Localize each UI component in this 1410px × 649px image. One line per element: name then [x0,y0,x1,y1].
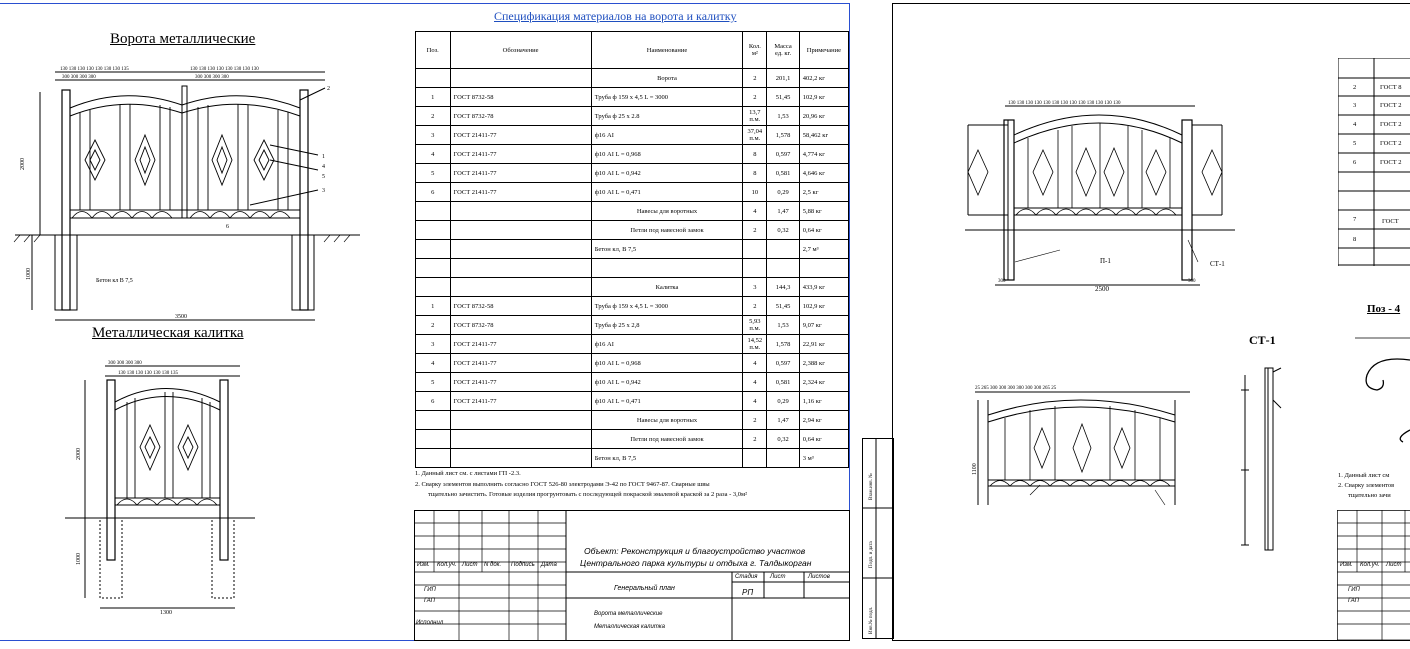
stamp-col-data: Дата [541,562,557,568]
fence-width-dim: 2500 [1095,285,1109,293]
spec-cell-name: ф16 АI [591,126,743,145]
spec-cell-pos: 2 [416,316,451,335]
fence-post-right-dim: 300 [1188,279,1196,284]
right-pos-8: 8 [1353,236,1357,243]
spec-cell-pos: 1 [416,88,451,107]
spec-row [416,240,849,259]
wicket-title: Металлическая калитка [92,325,244,341]
label-st1: СТ-1 [1210,260,1225,268]
spec-cell-note [799,259,848,278]
spec-row [416,449,849,468]
spec-cell-code: ГОСТ 8732-58 [450,88,591,107]
callout-6: 6 [226,224,229,230]
spec-cell-mass: 144,3 [767,278,799,297]
callout-5: 5 [322,174,325,180]
spec-cell-qty: 4 [743,354,767,373]
right-code-2: ГОСТ 2 [1380,102,1402,109]
spec-cell-name: ф10 АI L = 0,968 [591,145,743,164]
spec-row [416,297,849,316]
spec-cell-mass: 0,29 [767,183,799,202]
fence-elevation-drawing [970,380,1200,520]
svg-text:130 130 130 130 130 130 130 13: 130 130 130 130 130 130 130 130 130 130 130 130 130 [1008,101,1121,106]
stamp-drawing-name: Ворота металлические [594,611,663,617]
spec-row [416,335,849,354]
spec-cell-mass: 0,581 [767,373,799,392]
spec-cell-pos: 2 [416,107,451,126]
spec-row [416,259,849,278]
gate-width-dim: 3500 [175,314,187,320]
spec-cell-code: ГОСТ 21411-77 [450,183,591,202]
spec-cell-qty: 2 [743,430,767,449]
side-label-podp: Подп. и дата [869,541,874,568]
header-mass: Масса ед. кг. [767,32,799,69]
right-code-1: ГОСТ 8 [1380,84,1402,91]
spec-row [416,278,849,297]
spec-cell-code [450,69,591,88]
svg-text:130 130 130 130 130 130 135: 130 130 130 130 130 130 135 [118,371,178,376]
spec-cell-qty: 2 [743,411,767,430]
spec-cell-code [450,202,591,221]
wicket-drawing [60,350,260,620]
spec-row [416,373,849,392]
callout-1: 1 [322,154,325,160]
spec-cell-pos [416,240,451,259]
spec-note-1: 1. Данный лист см. с листами ГП -2.3. [415,470,521,477]
spec-cell-mass: 1,53 [767,107,799,126]
stamp-sheets-label: Листов [808,574,830,580]
spec-cell-qty: 8 [743,145,767,164]
right-code-6: ГОСТ [1382,218,1399,225]
spec-row [416,126,849,145]
right-side-strip [862,438,894,640]
spec-cell-code [450,430,591,449]
right-code-4: ГОСТ 2 [1380,140,1402,147]
spec-cell-pos: 3 [416,335,451,354]
spec-cell-code [450,449,591,468]
spec-cell-note: 433,9 кг [799,278,848,297]
poz4-title: Поз - 4 [1367,303,1401,315]
spec-cell-qty: 4 [743,373,767,392]
spec-cell-qty: 14,52 п.м. [743,335,767,354]
right-stamp-izm: Изм. [1340,562,1353,568]
spec-cell-name: ф10 АI L = 0,942 [591,373,743,392]
side-label-vzam: Взам.инв. № [869,473,874,500]
spec-row [416,316,849,335]
spec-cell-pos [416,69,451,88]
spec-cell-name: ф16 АI [591,335,743,354]
spec-cell-pos [416,202,451,221]
spec-cell-qty: 4 [743,202,767,221]
spec-row [416,88,849,107]
stamp-stage-value: РП [742,588,754,597]
spec-row [416,107,849,126]
spec-note-2: 2. Сварку элементов выполнить согласно ГОСТ 526-80 электродами Э-42 по ГОСТ 9467-87. Сварные швы [415,481,710,488]
spec-cell-note: 102,9 кг [799,88,848,107]
spec-cell-name [591,259,743,278]
spec-cell-name: Калитка [591,278,743,297]
spec-cell-code [450,259,591,278]
spec-cell-pos: 6 [416,183,451,202]
spec-cell-qty: 13,7 п.м. [743,107,767,126]
spec-cell-name: Навесы для воротных [591,202,743,221]
spec-cell-pos: 4 [416,145,451,164]
spec-cell-qty: 5,93 п.м. [743,316,767,335]
right-note-3: тщательно зачи [1348,492,1391,499]
spec-cell-code: ГОСТ 21411-77 [450,145,591,164]
spec-cell-note: 2,388 кг [799,354,848,373]
stamp-col-ndok: N док. [484,562,502,568]
stamp-drawing-name-2: Металлическая калитка [594,624,665,630]
spec-cell-qty [743,449,767,468]
spec-cell-name: Труба ф 159 х 4,5 L = 3000 [591,297,743,316]
header-pos: Поз. [416,32,451,69]
header-code: Обозначение [450,32,591,69]
spec-cell-note: 102,9 кг [799,297,848,316]
spec-cell-pos: 1 [416,297,451,316]
side-label-inv: Инв.№ подл. [869,606,874,634]
spec-cell-pos [416,221,451,240]
spec-cell-pos: 6 [416,392,451,411]
spec-cell-mass: 201,1 [767,69,799,88]
concrete-note: Бетон кл В 7,5 [96,278,133,284]
spec-cell-note: 3 м³ [799,449,848,468]
callout-4: 4 [322,164,325,170]
spec-cell-qty: 2 [743,221,767,240]
spec-cell-name: ф10 АI L = 0,471 [591,183,743,202]
foundation-depth-dim: 1000 [26,268,32,280]
spec-row [416,430,849,449]
spec-cell-pos [416,278,451,297]
spec-cell-note: 9,07 кг [799,316,848,335]
spec-row [416,392,849,411]
spec-cell-name: Ворота [591,69,743,88]
right-code-3: ГОСТ 2 [1380,121,1402,128]
svg-text:300 300 300 300: 300 300 300 300 [108,361,142,366]
spec-cell-name: Петли под навесной замок [591,221,743,240]
wicket-foundation-dim: 1000 [76,553,82,565]
spec-cell-code: ГОСТ 21411-77 [450,354,591,373]
stamp-col-list: Лист [462,562,478,568]
spec-cell-qty: 2 [743,297,767,316]
spec-cell-pos [416,430,451,449]
spec-cell-note: 58,462 кг [799,126,848,145]
callout-2: 2 [327,86,330,92]
spec-cell-code [450,240,591,259]
stamp-col-izm: Изм. [417,562,430,568]
spec-row [416,183,849,202]
spec-cell-name: Бетон кл, В 7,5 [591,449,743,468]
spec-cell-pos: 4 [416,354,451,373]
spec-cell-code [450,278,591,297]
spec-row [416,69,849,88]
spec-cell-mass: 1,578 [767,126,799,145]
spec-title: Спецификация материалов на ворота и калитку [494,9,737,23]
poz4-detail [1355,330,1410,450]
svg-text:130 130 130 130 130 130 130 13: 130 130 130 130 130 130 130 130 [190,67,259,72]
spec-cell-note: 22,91 кг [799,335,848,354]
label-p1: П-1 [1100,257,1111,265]
right-pos-4: 4 [1353,121,1357,128]
right-pos-7: 7 [1353,216,1357,223]
right-note-1: 1. Данный лист см [1338,472,1390,479]
spec-row [416,221,849,240]
header-note: Примечание [799,32,848,69]
spec-cell-mass [767,259,799,278]
svg-text:25 265 300 300 300 30: 25 265 300 300 300 300 300 300 265 25 [975,386,1057,391]
spec-cell-note: 402,2 кг [799,69,848,88]
spec-cell-mass: 51,45 [767,297,799,316]
spec-cell-qty [743,240,767,259]
st1-title: СТ-1 [1249,333,1276,347]
right-pos-5: 5 [1353,140,1357,147]
spec-row [416,145,849,164]
stamp-object-2: Центрального парка культуры и отдыха г. Талдыкорган [580,558,812,568]
stamp-role-ispolnil: Исполнил [416,620,444,626]
stamp-stage-label: Стадия [735,574,758,580]
stamp-object: Объект: Реконструкция и благоустройство участков [584,546,806,556]
spec-row [416,164,849,183]
spec-cell-code: ГОСТ 21411-77 [450,335,591,354]
spec-cell-qty: 8 [743,164,767,183]
spec-cell-name: Труба ф 25 х 2.8 [591,107,743,126]
spec-cell-code [450,411,591,430]
svg-text:130 130 130 130 130 130 130 13: 130 130 130 130 130 130 130 135 [60,67,129,72]
spec-cell-code: ГОСТ 21411-77 [450,164,591,183]
spec-cell-qty: 2 [743,88,767,107]
svg-text:300 300 300 300: 300 300 300 300 [195,75,229,80]
spec-cell-mass [767,449,799,468]
spec-cell-qty: 3 [743,278,767,297]
spec-cell-qty: 4 [743,392,767,411]
spec-cell-note: 2,5 кг [799,183,848,202]
fence-post-left-dim: 300 [998,279,1006,284]
callout-3: 3 [322,188,325,194]
wicket-width-dim: 1300 [160,610,172,616]
spec-cell-mass: 0,597 [767,145,799,164]
spec-cell-mass: 0,32 [767,221,799,240]
spec-cell-note: 5,88 кг [799,202,848,221]
right-stamp-list: Лист [1386,562,1402,568]
spec-cell-note: 2,324 кг [799,373,848,392]
spec-cell-name: Бетон кл, В 7,5 [591,240,743,259]
spec-cell-name: ф10 АI L = 0,968 [591,354,743,373]
right-pos-6: 6 [1353,159,1357,166]
spec-cell-mass: 0,597 [767,354,799,373]
spec-cell-note: 0,64 кг [799,221,848,240]
spec-cell-mass [767,240,799,259]
spec-row [416,411,849,430]
spec-note-3: тщательно зачистить. Готовые изделия прогрунтовать с последующей покраской эмалевой краской за 2 раза - 3,0м² [428,491,748,498]
spec-cell-mass: 51,45 [767,88,799,107]
right-title-block [1337,510,1410,642]
spec-cell-name: Труба ф 159 х 4,5 L = 3000 [591,88,743,107]
spec-cell-pos [416,449,451,468]
spec-cell-code: ГОСТ 21411-77 [450,373,591,392]
spec-cell-note: 1,16 кг [799,392,848,411]
spec-row [416,354,849,373]
spec-row [416,202,849,221]
gate-title: Ворота металлические [110,31,256,47]
right-pos-2: 2 [1353,84,1357,91]
stamp-role-gip: ГИП [424,587,436,593]
spec-cell-note: 4,774 кг [799,145,848,164]
spec-cell-name: Труба ф 25 х 2,8 [591,316,743,335]
spec-cell-qty: 37,04 п.м. [743,126,767,145]
stamp-col-koluch: Кол.уч. [437,562,457,568]
spec-cell-pos: 5 [416,373,451,392]
spec-cell-name: Петли под навесной замок [591,430,743,449]
spec-cell-mass: 1,578 [767,335,799,354]
spec-cell-note: 20,96 кг [799,107,848,126]
spec-cell-mass: 1,53 [767,316,799,335]
gate-height-dim: 2000 [20,158,26,170]
stamp-role-gap: ГАП [424,598,436,604]
right-code-5: ГОСТ 2 [1380,159,1402,166]
spec-cell-code: ГОСТ 8732-58 [450,297,591,316]
spec-cell-note: 4,646 кг [799,164,848,183]
spec-cell-qty [743,259,767,278]
spec-cell-code: ГОСТ 21411-77 [450,392,591,411]
spec-cell-name: Навесы для воротных [591,411,743,430]
stamp-sheet-label: Лист [770,574,786,580]
spec-cell-note: 0,64 кг [799,430,848,449]
fence-section-drawing [960,90,1240,300]
spec-table [415,31,849,468]
right-stamp-gap: ГАП [1348,598,1360,604]
stamp-col-podpis: Подпись [511,562,535,568]
header-qty: Кол. м² [743,32,767,69]
spec-cell-note: 2,94 кг [799,411,848,430]
spec-cell-qty: 2 [743,69,767,88]
spec-cell-name: ф10 АI L = 0,942 [591,164,743,183]
spec-cell-qty: 10 [743,183,767,202]
spec-cell-code: ГОСТ 8732-78 [450,107,591,126]
svg-text:300 300 300 300: 300 300 300 300 [62,75,96,80]
spec-cell-code [450,221,591,240]
spec-cell-pos: 5 [416,164,451,183]
spec-cell-mass: 1,47 [767,411,799,430]
spec-cell-mass: 0,29 [767,392,799,411]
right-stamp-gip: ГИП [1348,587,1360,593]
right-pos-3: 3 [1353,102,1357,109]
gate-drawing [0,50,380,330]
spec-cell-code: ГОСТ 8732-78 [450,316,591,335]
spec-cell-pos: 3 [416,126,451,145]
spec-cell-name: ф10 АI L = 0,471 [591,392,743,411]
spec-cell-mass: 0,581 [767,164,799,183]
fence-elevation-height-dim: 1100 [972,463,978,475]
st1-detail [1225,360,1285,560]
spec-cell-pos [416,259,451,278]
right-note-2: 2. Сварку элементов [1338,482,1395,489]
spec-cell-mass: 1,47 [767,202,799,221]
spec-cell-note: 2,7 м³ [799,240,848,259]
header-name: Наименование [591,32,743,69]
right-stamp-koluch: Кол.уч. [1360,562,1380,568]
stamp-sheet-name: Генеральный план [614,585,675,592]
wicket-height-dim: 2000 [76,448,82,460]
spec-cell-mass: 0,32 [767,430,799,449]
spec-cell-code: ГОСТ 21411-77 [450,126,591,145]
spec-cell-pos [416,411,451,430]
